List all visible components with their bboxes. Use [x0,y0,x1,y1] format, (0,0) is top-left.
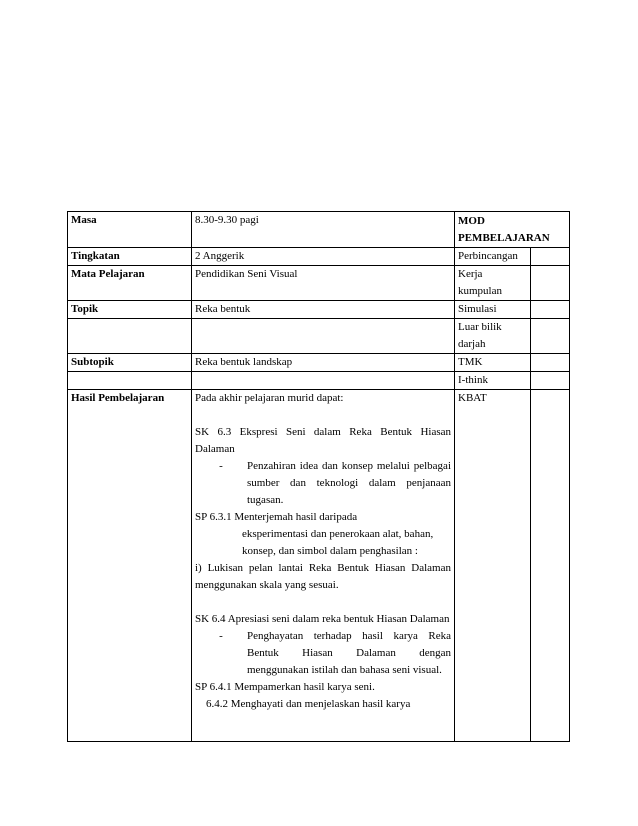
value-mata-pelajaran: Pendidikan Seni Visual [192,266,455,301]
intro-text: Pada akhir pelajaran murid dapat: [195,392,344,404]
sk-6-3-text: SK 6.3 Ekspresi Seni dalam Reka Bentuk Hiasan Dalaman [195,426,451,455]
sk-6-4-text: SK 6.4 Apresiasi seni dalam reka bentuk Hiasan Dalaman [195,613,450,625]
value-topik: Reka bentuk [192,301,455,319]
mod-luar-bilik-darjah: Luar bilik darjah [455,319,531,354]
sp-6-3-1-body: eksperimentasi dan penerokaan alat, bahan, konsep, dan simbol dalam penghasilan : [242,528,434,557]
table-row-masa [68,212,570,248]
table-row-blank-2 [68,372,570,390]
mod-check-cell [531,390,570,742]
mod-check-cell [531,372,570,390]
sk-6-4-item-text: Penghayatan terhadap hasil karya Reka Bentuk Hiasan Dalaman dengan menggunakan istilah dan bahasa seni visual. [247,630,451,676]
sp-6-3-1-item-i: i) Lukisan pelan lantai Reka Bentuk Hiasan Dalaman menggunakan skala yang sesuai. [195,562,451,591]
sp-6-4-2-text: 6.4.2 Menghayati dan menjelaskan hasil karya [206,698,411,710]
table-row-hasil-pembelajaran [68,390,570,742]
table-row-topik [68,301,570,319]
sp-6-4-1-text: SP 6.4.1 Mempamerkan hasil karya seni. [195,681,375,693]
label-hasil-pembelajaran: Hasil Pembelajaran [68,390,192,742]
mod-check-cell [531,266,570,301]
value-subtopik: Reka bentuk landskap [192,354,455,372]
empty-cell [192,372,455,390]
value-tingkatan: 2 Anggerik [192,248,455,266]
sk-6-3-item-text: Penzahiran idea dan konsep melalui pelbagai sumber dan teknologi dalam penjanaan tugasan. [247,460,451,506]
mod-tmk: TMK [455,354,531,372]
label-tingkatan: Tingkatan [68,248,192,266]
label-subtopik: Subtopik [68,354,192,372]
mod-kbat: KBAT [455,390,531,742]
mod-check-cell [531,301,570,319]
sp-6-3-1-heading: SP 6.3.1 Menterjemah hasil daripada [195,511,358,523]
empty-cell [68,372,192,390]
table-row-tingkatan [68,248,570,266]
mod-perbincangan: Perbincangan [455,248,531,266]
lesson-plan-table [67,211,570,742]
header-mod-pembelajaran: MOD PEMBELAJARAN [455,212,570,248]
mod-check-cell [531,248,570,266]
dash-bullet: - [219,630,223,642]
learning-outcomes-content [192,390,455,742]
value-masa: 8.30-9.30 pagi [192,212,455,248]
empty-cell [192,319,455,354]
table-row-blank [68,319,570,354]
label-masa: Masa [68,212,192,248]
table-row-mata-pelajaran [68,266,570,301]
empty-cell [68,319,192,354]
sk-6-3-item [195,458,451,509]
label-topik: Topik [68,301,192,319]
label-mata-pelajaran: Mata Pelajaran [68,266,192,301]
mod-check-cell [531,319,570,354]
mod-kerja-kumpulan: Kerja kumpulan [455,266,531,301]
mod-i-think: I-think [455,372,531,390]
mod-check-cell [531,354,570,372]
mod-simulasi: Simulasi [455,301,531,319]
sk-6-4-item [195,628,451,679]
table-row-subtopik [68,354,570,372]
dash-bullet: - [219,460,223,472]
